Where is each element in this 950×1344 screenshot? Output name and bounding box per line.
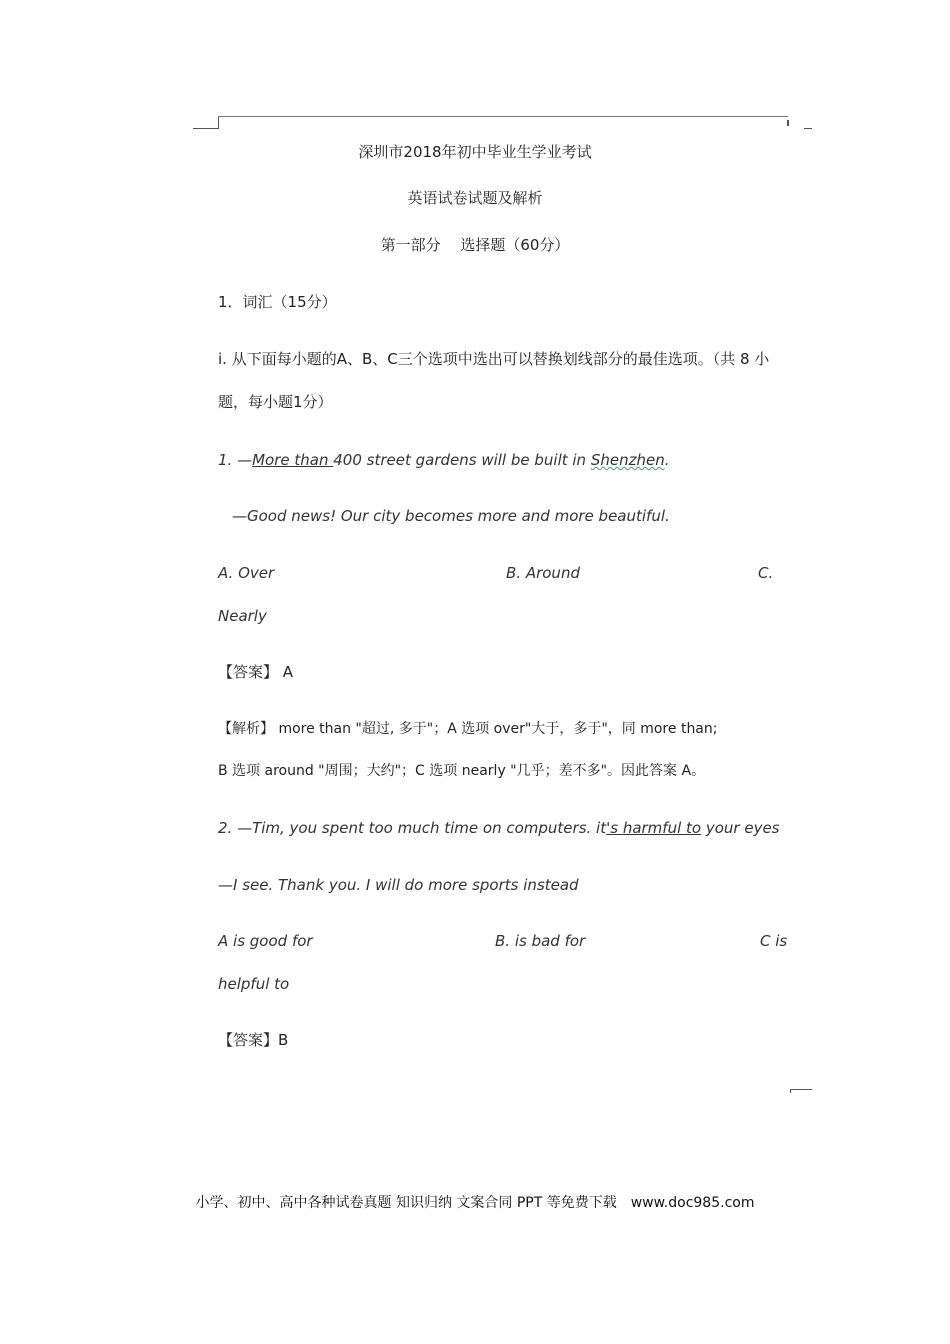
q2-option-a: A is good for [218, 932, 313, 950]
q1-answer: 【答案】 A [218, 663, 294, 681]
q1-underlined-phrase: More than [252, 451, 334, 469]
q1-end: . [664, 451, 670, 469]
part-heading: 第一部分 选择题（60分） [380, 236, 570, 254]
footer-download-note: 小学、初中、高中各种试卷真题 知识归纳 文案合同 PPT 等免费下载 www.doc985.com [195, 1195, 755, 1211]
q1-option-c-label: C. [758, 564, 774, 582]
crop-mark-top-left-vertical [218, 116, 219, 129]
q1-place: Shenzhen [590, 451, 665, 469]
q1-option-c-text: Nearly [218, 607, 267, 625]
q1-prompt [218, 450, 670, 470]
q2-option-b: B. is bad for [495, 932, 586, 950]
q2-prefix: 2. —Tim, you spent too much time on computers. it [218, 819, 607, 837]
q2-reply: —I see. Thank you. I will do more sports instead [218, 876, 579, 894]
section-heading: 1．词汇（15分） [218, 293, 337, 311]
q1-analysis-line1: 【解析】 more than "超过, 多于"；A 选项 over"大于，多于"，同 more than; [218, 721, 718, 737]
q1-prefix: 1. — [218, 451, 253, 469]
q2-option-c-text: helpful to [218, 975, 290, 993]
q2-underlined-phrase: 's harmful to [606, 819, 702, 837]
q2-rest: your eyes [701, 819, 780, 837]
crop-mark-top-right [787, 120, 789, 126]
exam-subtitle: 英语试卷试题及解析 [407, 189, 543, 207]
q1-rest: 400 street gardens will be built in [333, 451, 591, 469]
q1-option-b: B. Around [506, 564, 580, 582]
crop-mark-top-right-horizontal [804, 128, 812, 129]
page-top-border [218, 116, 788, 117]
section-instruction-line1: i. 从下面每小题的A、B、C三个选项中选出可以替换划线部分的最佳选项。（共 8 小 [218, 350, 770, 368]
q2-prompt [218, 818, 780, 838]
q1-reply: —Good news! Our city becomes more and more beautiful. [232, 507, 670, 525]
section-instruction-line2: 题，每小题1分） [218, 393, 333, 411]
q1-analysis-line2: B 选项 around "周围；大约"；C 选项 nearly "几乎；差不多"。因此答案 A。 [218, 763, 706, 779]
q2-answer: 【答案】B [218, 1031, 289, 1049]
crop-mark-top-left [193, 128, 219, 129]
q2-option-c-label: C is [760, 932, 788, 950]
q1-option-a: A. Over [218, 564, 275, 582]
exam-title: 深圳市2018年初中毕业生学业考试 [358, 143, 592, 161]
crop-mark-bottom-right [790, 1089, 812, 1090]
crop-mark-bottom-right-vertical [790, 1089, 791, 1093]
